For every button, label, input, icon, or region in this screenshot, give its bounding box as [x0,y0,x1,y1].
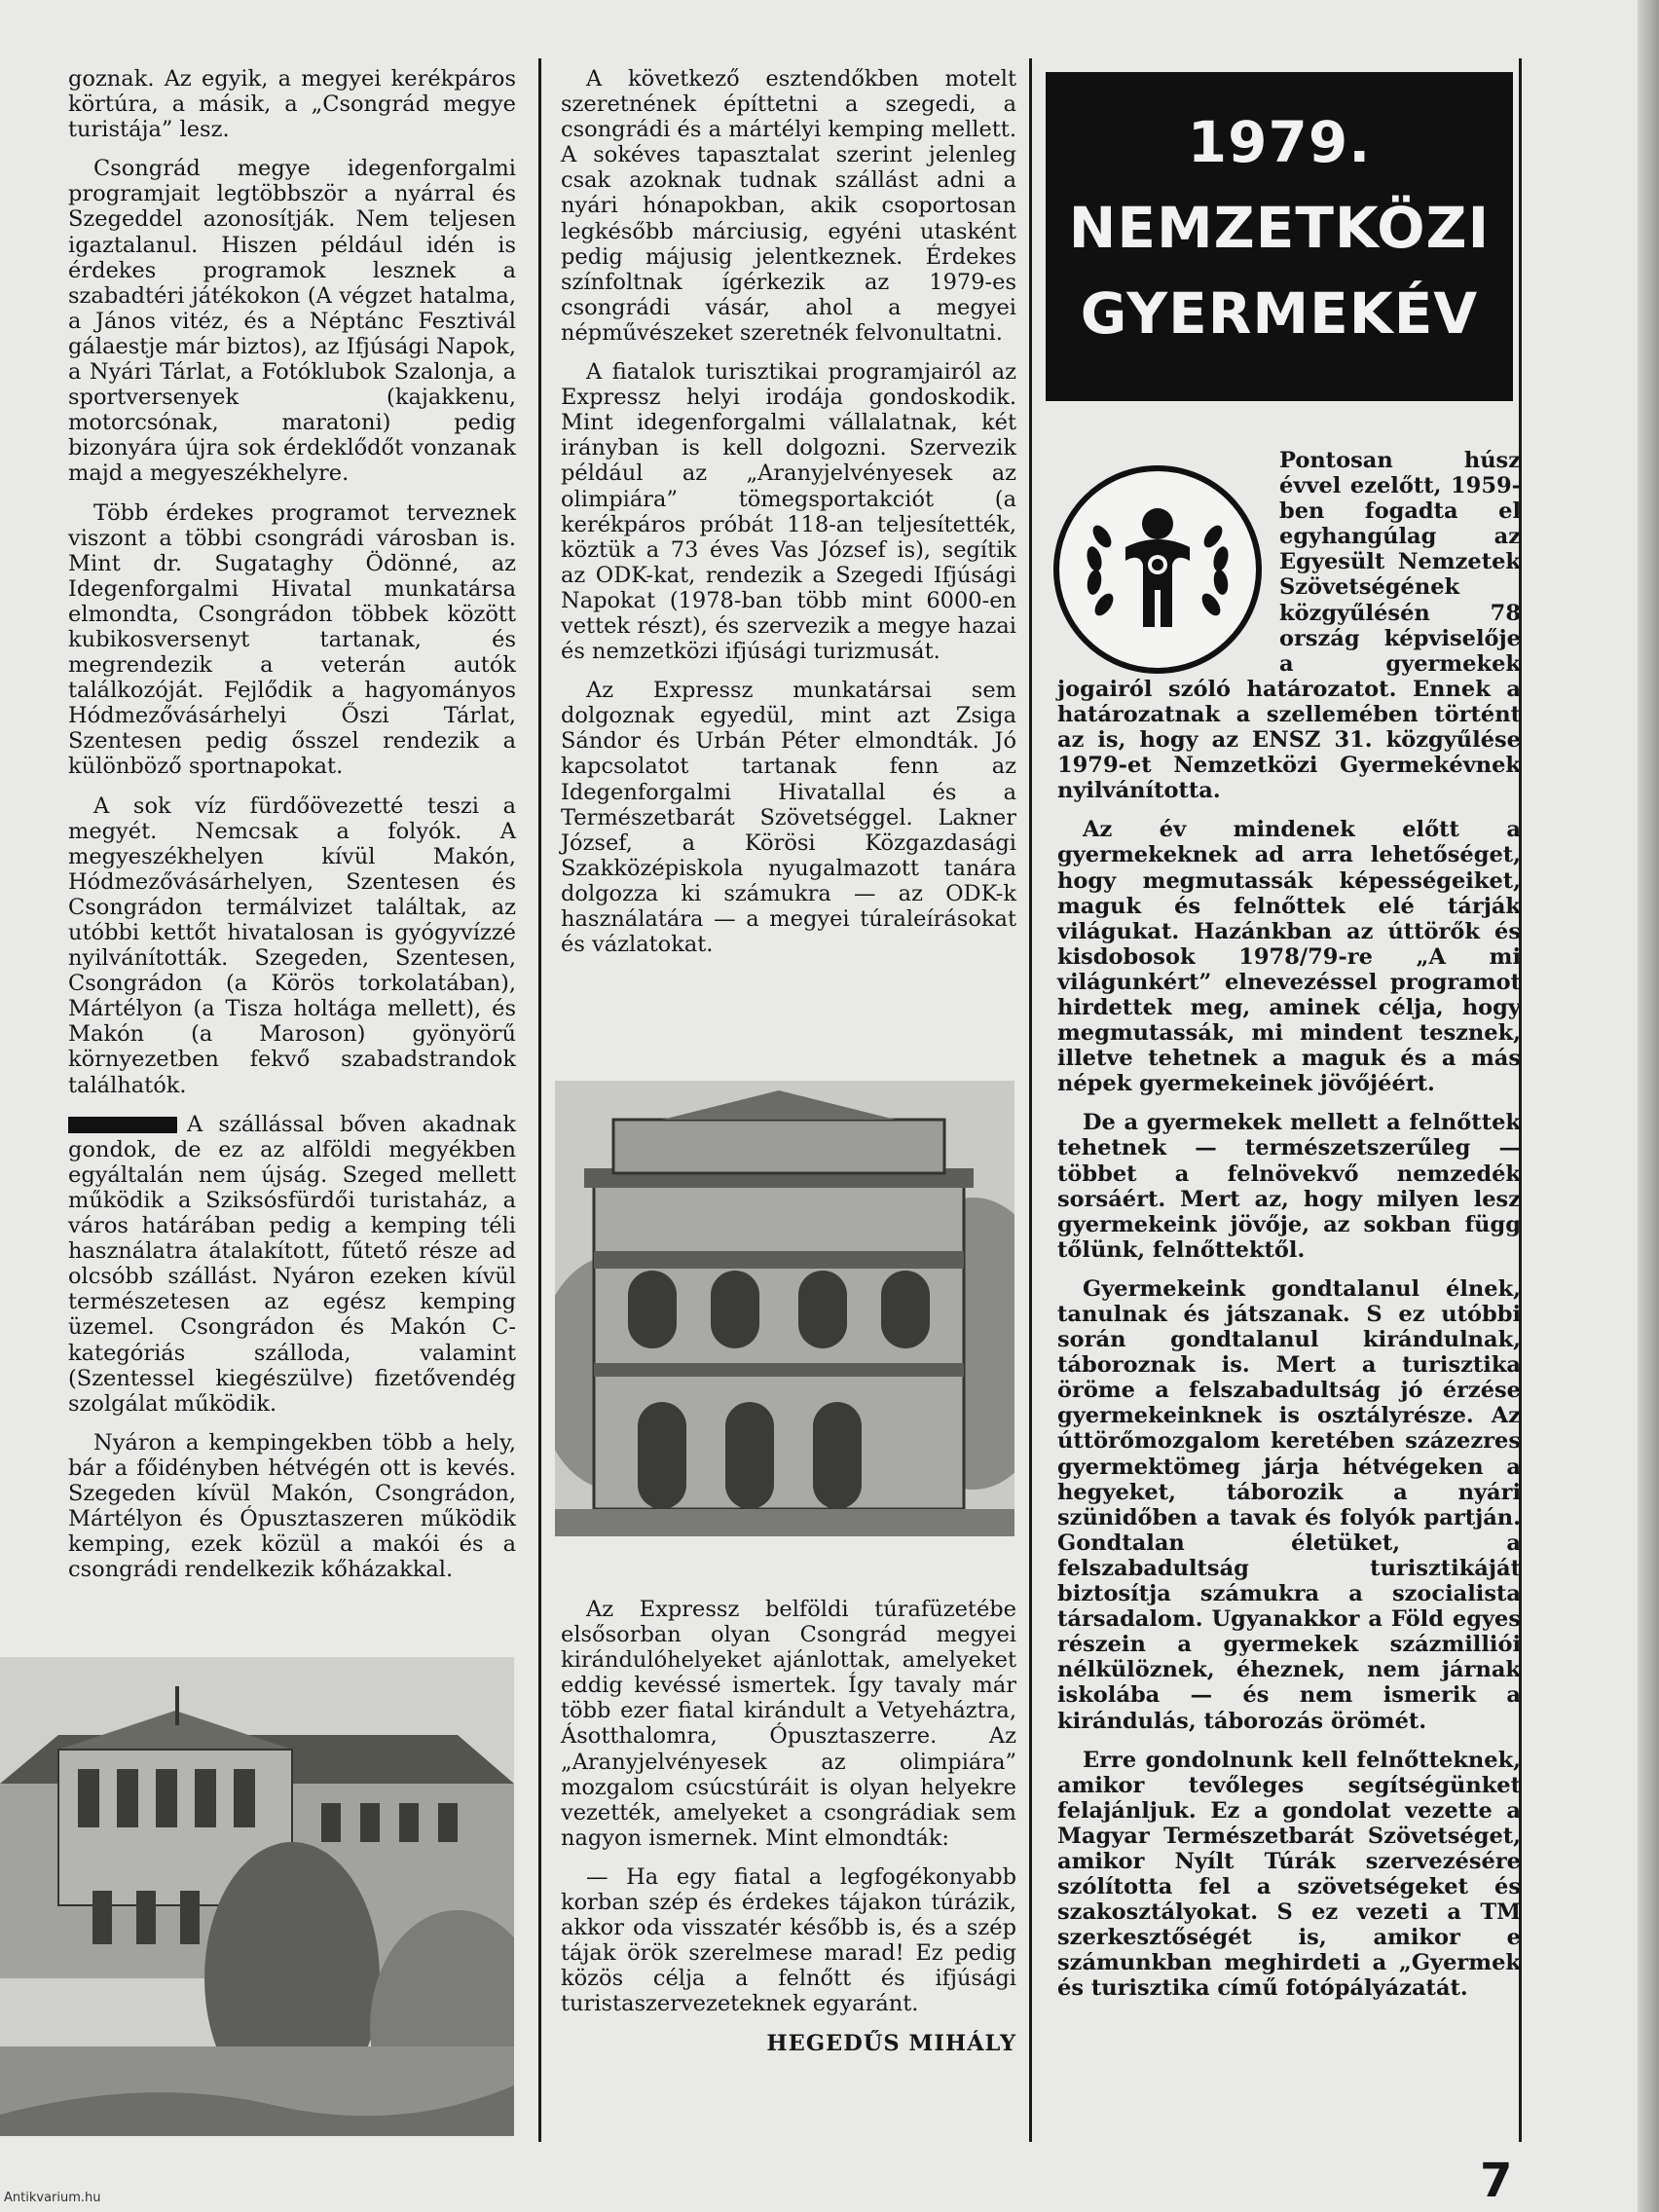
paragraph: Erre gondolnunk kell felnőtteknek, amikor tevőleges segítségünket felajánljuk. Ez a gondolat vezette a Magyar Természetbarát Szövetséget, amikor Nyílt Túrák szervezésére szólította fel a szövetségeket és szakosztályokat. S ez vezeti a TM szerkesztőségét is, amikor e számunkban meghirdeti a „Gyermek és turisztika című fotópályázatát. [1057,1747,1521,2002]
paragraph: Nyáron a kempingekben több a hely, bár a főidényben hétvégén ott is kevés. Szegeden kívül Makón, Csongrádon, Mártélyon és Ópusztaszeren működik kemping, ezek közül a makói és a csongrádi rendelkezik kőházakkal. [68,1429,516,1583]
heading-line: GYERMEKÉV [1080,280,1479,347]
paragraph-with-bar [68,1112,516,1417]
paragraph: Több érdekes programot terveznek viszont a többi csongrádi városban is. Mint dr. Sugataghy Ödönné, az Idegenforgalmi Hivatal munkatársa elmondta, Csongrádon többek között kubikosversenyt tartanak, és megrendezik a veterán autók találkozóját. Fejlődik a hagyományos Hódmezővásárhelyi Őszi Tárlat, Szentesen pedig ősszel rendezik a különböző sportnapokat. [68,499,516,780]
column-rule [1029,58,1032,2142]
paragraph: A fiatalok turisztikai programjairól az Expressz helyi irodája gondoskodik. Mint idegenforgalmi vállalatnak, két irányban is kell dolgozni. Szervezik például az „Aranyjelvényesek az olimpiára” tömegsportakciót (a kerékpáros próbát 118-an teljesítették, köztük a 73 éves Vas József is), segítik az ODK-kat, rendezik a Szegedi Ifjúsági Napokat (1978-ban több mint 6000-en vettek részt), és szervezik a megye hazai és nemzetközi ifjúsági turizmusát. [561,359,1016,665]
heading-line: NEMZETKÖZI [1068,195,1491,261]
page-number: 7 [1480,2154,1513,2208]
paragraph: Csongrád megye idegenforgalmi programjait legtöbbször a nyárral és Szegeddel azonosítják. Nem teljesen igaztalanul. Hiszen például idén is érdekes programok lesznek a szabadtéri játékokon (A végzet hatalma, a János vitéz, és a Néptánc Fesztivál gálaestje már biztos), az Ifjúsági Napok, a Nyári Tárlat, a Fotóklubok Szalonja, a sportversenyek (kajakkenu, motorcsónak, maratoni) pedig bizonyára újra sok érdeklődőt vonzanak majd a megyeszékhelyre. [68,156,516,487]
paragraph: Az év mindenek előtt a gyermekeknek ad arra lehetőséget, hogy megmutassák képességeiket, maguk és felnőttek elé tárják világukat. Hazánkban az úttörők és kisdobosok 1978/79-re „A mi világunkért” elnevezéssel programot hirdettek meg, aminek célja, hogy megmutassák, mi mindent tesznek, illetve tehetnek a maguk és a más népek gyermekeinek jövőjéért. [1057,817,1521,1097]
paragraph: goznak. Az egyik, a megyei kerékpáros körtúra, a másik, a „Csongrád megye turistája” lesz. [68,66,516,143]
watermark: Antikvarium.hu [4,2191,101,2205]
paragraph-text: A szállással bőven akadnak gondok, de ez az alföldi megyékben egyáltalán nem újság. Szeged mellett működik a Sziksósfürdői turistaház, a város határában pedig a kemping téli használatra átalakított, fűtető része ad olcsóbb szállást. Nyáron ezeken kívül természetesen az egész kemping üzemel. Csongrádon és Makón C-kategóriás szálloda, valamint (Szentessel kiegészülve) fizetővendég szolgálat működik. [68,1111,516,1417]
page-edge [1638,0,1659,2212]
year-heading-box [1046,72,1513,401]
article-column-1 [68,66,516,1596]
paragraph: A sok víz fürdőövezetté teszi a megyét. Nemcsak a folyók. A megyeszékhelyen kívül Makón, Hódmezővásárhelyen, Szentesen és Csongrádon termálvizet találtak, az utóbbi kettőt hivatalosan is gyógyvízzé nyilvánították. Szegeden, Szentesen, Csongrádon (a Körös torkolatában), Mártélyon (a Tisza holtága mellett), és Makón (a Maroson) gyönyörű környezetben fekvő szabadstrandok találhatók. [68,793,516,1098]
black-marker-bar [68,1117,177,1133]
paragraph: De a gyermekek mellett a felnőttek tehetnek — természetszerűleg — többet a felnövekvő nemzedék sorsáért. Mert az, hogy milyen lesz gyermekeink jövője, az sokban függ tőlünk, felnőttektől. [1057,1110,1521,1263]
article-column-2 [561,66,1016,971]
paragraph: A következő esztendőkben motelt szeretnének építtetni a szegedi, a csongrádi és a mártélyi kemping mellett. A sokéves tapasztalat szerint jelenleg csak azoknak tudnak szállást adni a nyári hónapokban, akik csoportosan legkésőbb márciusig, egyéni utasként pedig májusig jelentkeznek. Érdekes színfoltnak ígérkezik az 1979-es csongrádi vásár, ahol a megyei népművészeket szeretnék felvonultatni. [561,66,1016,346]
heading-year: 1979. [1187,109,1372,175]
paragraph: — Ha egy fiatal a legfogékonyabb korban szép és érdekes tájakon túrázik, akkor oda visszatér később is, és a szép tájak örök szerelmese marad! Ez pedig közös célja a felnőtt és ifjúsági turistaszervezeteknek egyaránt. [561,1863,1016,2017]
paragraph: Pontosan húsz évvel ezelőtt, 1959-ben fogadta el egyhangúlag az Egyesült Nemzetek Szövetségének közgyűlésén 78 ország képviselője a gyermekek jogairól szóló határozatot. Ennek a határozatnak a szellemében történt az is, hogy az ENSZ 31. közgyűlése 1979-et Nemzetközi Gyermekévnek nyilvánította. [1057,448,1521,804]
manor-house-illustration [0,1657,514,2136]
paragraph: Az Expressz munkatársai sem dolgoznak egyedül, mint azt Zsiga Sándor és Urbán Péter elmondták. Jó kapcsolatot tartanak fenn az Idegenforgalmi Hivatallal és a Természetbarát Szövetséggel. Lakner József, a Körösi Közgazdasági Szakközépiskola nyugalmazott tanára dolgozza ki számukra — az ODK-k használatára — a megyei túraleírásokat és vázlatokat. [561,678,1016,958]
paragraph: Gyermekeink gondtalanul élnek, tanulnak és játszanak. S ez utóbbi során gondtalanul kirándulnak, táboroznak is. Mert a turisztika öröme a felszabadultság jó érzése gyermekeinknek is osztályrésze. Az úttörőmozgalom keretében százezres gyermektömeg járja hétvégeken a hegyeket, táborozik a nyári szünidőben a tavak és folyók partján. Gondtalan életüket, a felszabadultság turisztikáját biztosítja számukra a szocialista társadalom. Ugyanakkor a Föld egyes részein a gyermekek százmilliói nélkülöznek, éheznek, nem járnak iskolába — és nem ismerik a kirándulás, táborozás örömét. [1057,1275,1521,1734]
paragraph: Az Expressz belföldi túrafüzetébe elsősorban olyan Csongrád megyei kirándulóhelyeket ajánlottak, amelyeket eddig kevéssé ismertek. Így tavaly már több ezer fiatal kirándult a Vetyeháztra, Ásotthalomra, Ópusztaszerre. Az „Aranyjelvényesek az olimpiára” mozgalom csúcstúráit is olyan helyekre vezették, amelyeket a csongrádiak sem nagyon ismernek. Mint elmondták: [561,1597,1016,1851]
author-signature: HEGEDŰS MIHÁLY [766,2030,1016,2056]
article-column-2-lower [561,1597,1016,2070]
column-rule [538,58,541,2142]
logo-spacer [1057,448,1279,668]
building-illustration [555,1081,1014,1536]
article-column-3 [1057,448,1521,2015]
